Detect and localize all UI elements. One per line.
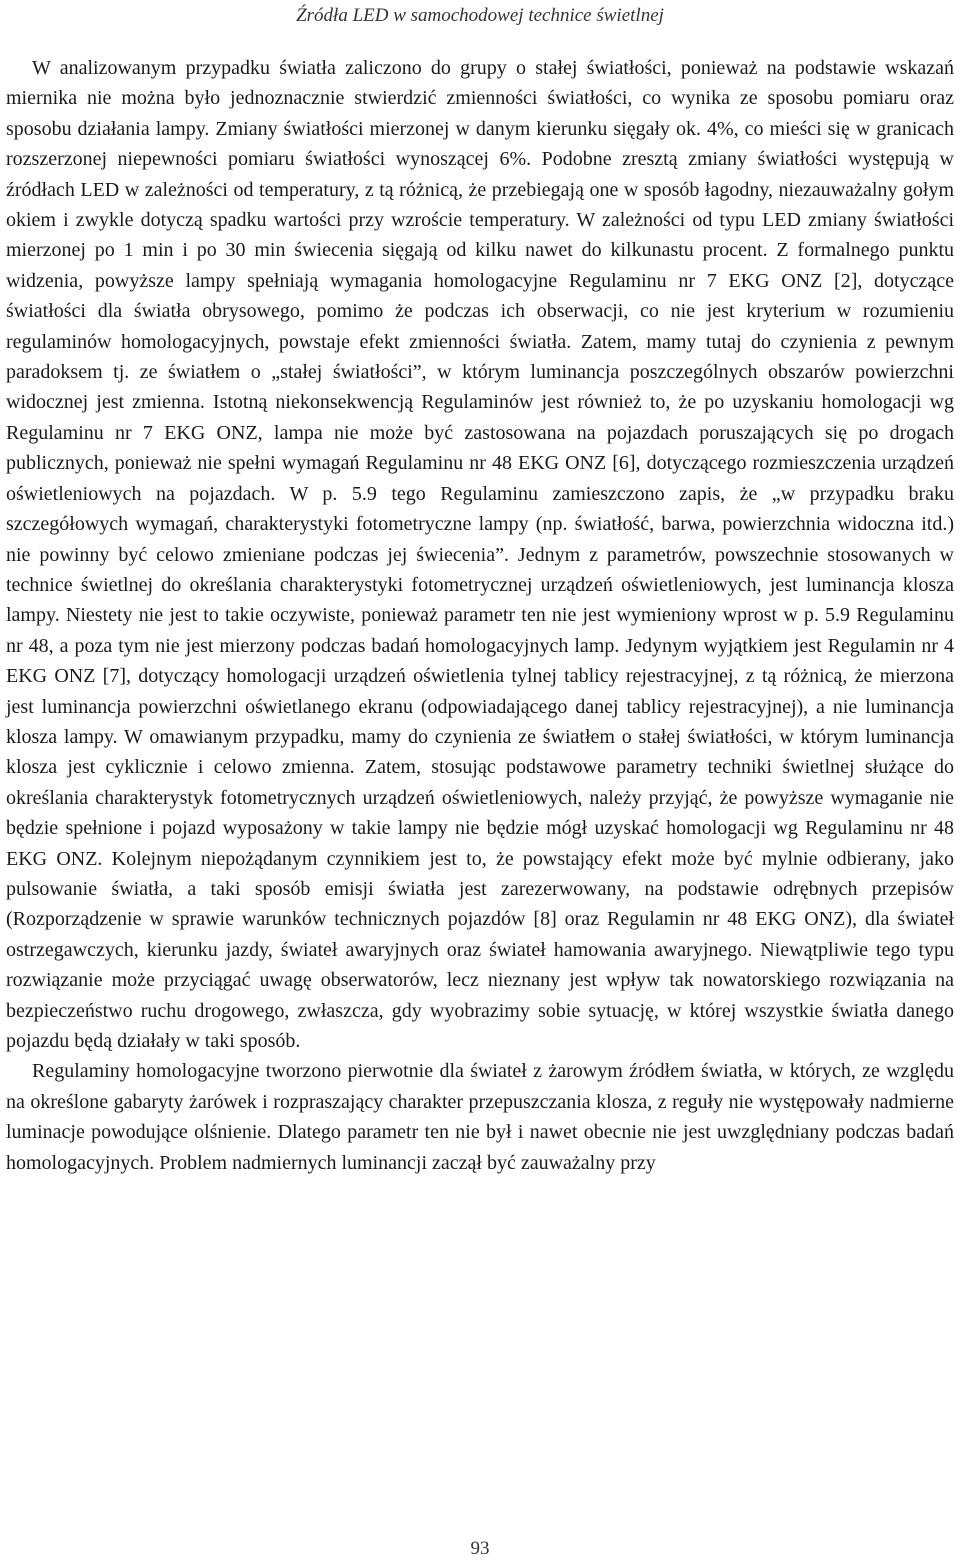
running-header: Źródła LED w samochodowej technice świetlnej	[296, 5, 664, 26]
paragraph: W analizowanym przypadku światła zaliczono do grupy o stałej światłości, ponieważ na podstawie wskazań miernika nie można było jednoznacznie stwierdzić zmienności światłości, co wynika ze sposobu pomiaru oraz sposobu działania lampy. Zmiany światłości mierzonej w danym kierunku sięgały ok. 4%, co mieści się w granicach rozszerzonej niepewności pomiaru światłości wynoszącej 6%. Podobne zresztą zmiany światłości występują w źródłach LED w zależności od temperatury, z tą różnicą, że przebiegają one w sposób łagodny, niezauważalny gołym okiem i zwykle dotyczą spadku wartości przy wzroście temperatury. W zależności od typu LED zmiany światłości mierzonej po 1 min i po 30 min świecenia sięgają od kilku nawet do kilkunastu procent. Z formalnego punktu widzenia, powyższe lampy spełniają wymagania homologacyjne Regulaminu nr 7 EKG ONZ [2], dotyczące światłości dla światła obrysowego, pomimo że podczas ich obserwacji, co nie jest kryterium w rozumieniu regulaminów homologacyjnych, powstaje efekt zmienności światła. Zatem, mamy tutaj do czynienia z pewnym paradoksem tj. ze światłem o „stałej światłości”, w którym luminancja poszczególnych obszarów powierzchni widocznej jest zmienna. Istotną niekonsekwencją Regulaminów jest również to, że po uzyskaniu homologacji wg Regulaminu nr 7 EKG ONZ, lampa nie może być zastosowana na pojazdach poruszających się po drogach publicznych, ponieważ nie spełni wymagań Regulaminu nr 48 EKG ONZ [6], dotyczącego rozmieszczenia urządzeń oświetleniowych na pojazdach. W p. 5.9 tego Regulaminu zamieszczono zapis, że „w przypadku braku szczegółowych wymagań, charakterystyki fotometryczne lampy (np. światłość, barwa, powierzchnia widoczna itd.) nie powinny być celowo zmieniane podczas jej świecenia”. Jednym z parametrów, powszechnie stosowanych w technice świetlnej do określania charakterystyki fotometrycznej urządzeń oświetleniowych, jest luminancja klosza lampy. Niestety nie jest to takie oczywiste, ponieważ parametr ten nie jest wymieniony wprost w p. 5.9 Regulaminu nr 48, a poza tym nie jest mierzony podczas badań homologacyjnych lamp. Jedynym wyjątkiem jest Regulamin nr 4 EKG ONZ [7], dotyczący homologacji urządzeń oświetlenia tylnej tablicy rejestracyjnej, z tą różnicą, że mierzona jest luminancja powierzchni oświetlanego ekranu (odpowiadającego danej tablicy rejestracyjnej), a nie luminancja klosza lampy. W omawianym przypadku, mamy do czynienia ze światłem o stałej światłości, w którym luminancja klosza jest cyklicznie i celowo zmienna. Zatem, stosując podstawowe parametry techniki świetlnej służące do określania charakterystyk fotometrycznych urządzeń oświetleniowych, należy przyjąć, że powyższe wymaganie nie będzie spełnione i pojazd wyposażony w takie lampy nie będzie mógł uzyskać homologacji wg Regulaminu nr 48 EKG ONZ. Kolejnym niepożądanym czynnikiem jest to, że powstający efekt może być mylnie odbierany, jako pulsowanie światła, a taki sposób emisji światła jest zarezerwowany, na podstawie odrębnych przepisów (Rozporządzenie w sprawie warunków technicznych pojazdów [8] oraz Regulamin nr 48 EKG ONZ), dla świateł ostrzegawczych, kierunku jazdy, świateł awaryjnych oraz świateł hamowania awaryjnego. Niewątpliwie tego typu rozwiązanie może przyciągać uwagę obserwatorów, lecz nieznany jest wpływ tak nowatorskiego rozwiązania na bezpieczeństwo ruchu drogowego, zwłaszcza, gdy wyobrazimy sobie sytuację, w której wszystkie światła danego pojazdu będą działały w taki sposób.	[6, 57, 954, 1052]
page-number: 93	[470, 1538, 490, 1559]
body-text	[6, 53, 954, 1178]
paragraph: Regulaminy homologacyjne tworzono pierwotnie dla świateł z żarowym źródłem światła, w których, ze względu na określone gabaryty żarówek i rozpraszający charakter przepuszczania klosza, z reguły nie występowały nadmierne luminacje powodujące olśnienie. Dlatego parametr ten nie był i nawet obecnie nie jest uwzględniany podczas badań homologacyjnych. Problem nadmiernych luminancji zaczął być zauważalny przy	[6, 1060, 954, 1174]
